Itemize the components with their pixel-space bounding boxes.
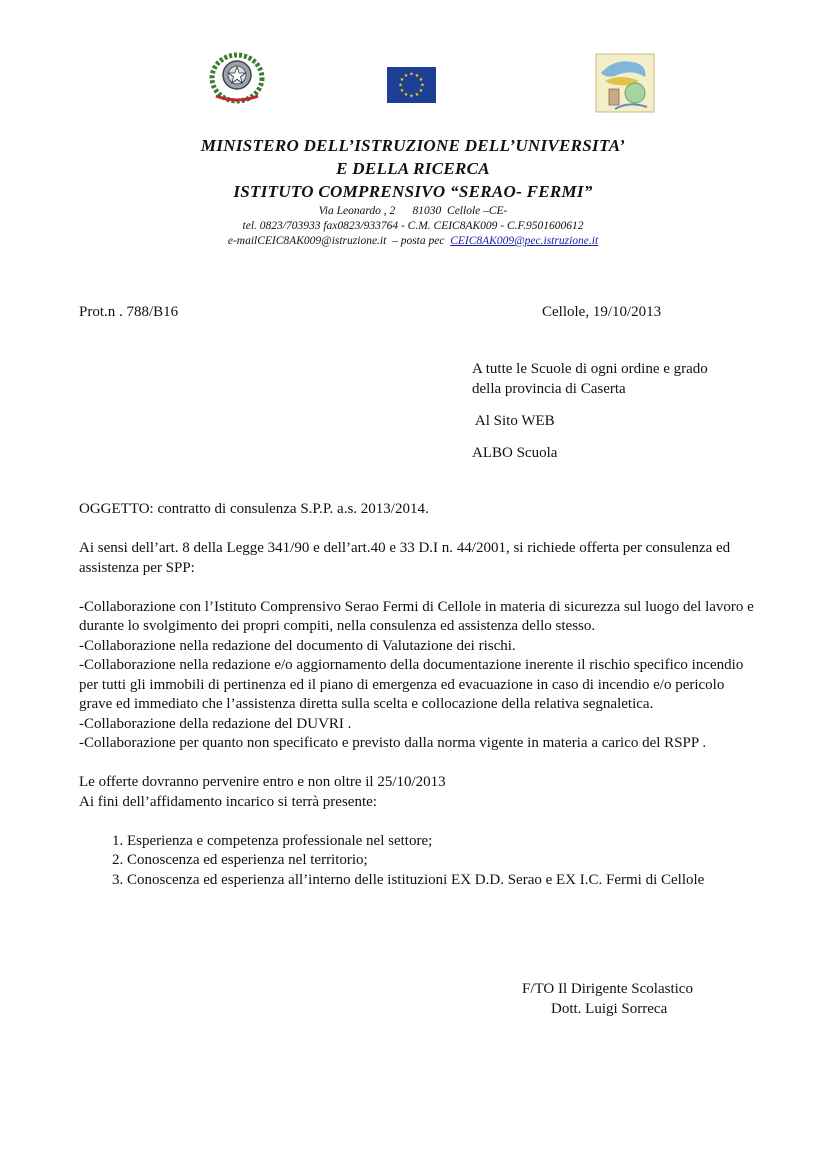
recipient-line-2: della provincia di Caserta — [472, 381, 626, 397]
duties-list — [79, 598, 759, 754]
signature-name: Dott. Luigi Sorreca — [551, 1001, 668, 1017]
duty-item: -Collaborazione con l’Istituto Comprensivo Serao Fermi di Cellole in materia di sicurezza sul luogo del lavoro e durante lo svolgimento dei propri compiti, nella consulenza ed assistenza dello stesso. — [79, 598, 754, 634]
eu-flag-logo — [387, 67, 436, 103]
italy-emblem-logo — [208, 52, 266, 104]
school-logo-icon — [595, 53, 655, 113]
pec-email-link[interactable]: CEIC8AK009@pec.istruzione.it — [450, 235, 599, 247]
eu-star-icon: ★ — [409, 71, 414, 78]
intro-paragraph: Ai sensi dell’art. 8 della Legge 341/90 e dell’art.40 e 33 D.I n. 44/2001, si richiede offerta per consulenza ed assistenza per SPP: — [79, 540, 731, 576]
recipient-line-1: A tutte le Scuole di ogni ordine e grado — [472, 361, 708, 377]
signature-title: F/TO Il Dirigente Scolastico — [522, 981, 693, 997]
eu-star-icon: ★ — [414, 73, 420, 80]
eu-star-icon: ★ — [418, 88, 424, 95]
duty-item: -Collaborazione nella redazione e/o aggiornamento della documentazione inerente il rischio specifico incendio per tutti gli immobili di pertinenza ed il piano di emergenza ed evacuazione in caso di incendio e/o pericolo grave ed immediato che l’assistenza diretta sulla scelta e collocazione della relativa segnaletica. — [79, 657, 744, 712]
letter-body — [79, 500, 759, 890]
school-logo — [595, 53, 655, 113]
eu-star-icon: ★ — [418, 77, 424, 84]
eu-star-icon: ★ — [403, 92, 409, 99]
eu-star-icon: ★ — [409, 93, 414, 100]
deadline-line: Le offerte dovranno pervenire entro e non oltre il 25/10/2013 — [79, 774, 446, 790]
header-ministry-cont: E DELLA RICERCA — [336, 159, 490, 178]
subject-line: OGGETTO: contratto di consulenza S.P.P. a.s. 2013/2014. — [79, 501, 429, 517]
header-email: e-mailCEIC8AK009@istruzione.it – posta pec — [227, 235, 451, 247]
recipient-line-3: Al Sito WEB — [472, 413, 555, 429]
protocol-number: Prot.n . 788/B16 — [79, 304, 179, 320]
place-date: Cellole, 19/10/2013 — [542, 304, 662, 320]
eu-flag-icon — [387, 67, 436, 103]
criteria-item: 3. Conoscenza ed esperienza all’interno delle istituzioni EX D.D. Serao e EX I.C. Fermi di Cellole — [127, 871, 759, 891]
header-ministry: MINISTERO DELL’ISTRUZIONE DELL’UNIVERSITA’ — [200, 136, 626, 155]
eu-star-icon: ★ — [399, 88, 405, 95]
duty-item: -Collaborazione nella redazione del documento di Valutazione dei rischi. — [79, 637, 516, 654]
criteria-list — [79, 832, 759, 891]
header-email-line — [0, 235, 826, 247]
eu-star-icon: ★ — [414, 92, 420, 99]
recipient-line-4: ALBO Scuola — [472, 445, 558, 461]
header-address: Via Leonardo , 2 81030 Cellole –CE- — [318, 205, 508, 217]
eu-star-icon: ★ — [399, 77, 405, 84]
header-phone: tel. 0823/703933 fax0823/933764 - C.M. CEIC8AK009 - C.F.9501600612 — [242, 220, 584, 232]
eu-star-icon: ★ — [403, 73, 409, 80]
duty-item: -Collaborazione per quanto non specificato e previsto dalla norma vigente in materia a carico del RSPP . — [79, 735, 707, 751]
duty-item: -Collaborazione della redazione del DUVRI . — [79, 715, 352, 732]
header-school-name: ISTITUTO COMPRENSIVO “SERAO- FERMI” — [233, 182, 593, 201]
criteria-intro: Ai fini dell’affidamento incarico si terrà presente: — [79, 793, 377, 810]
eu-star-icon: ★ — [398, 82, 403, 89]
eu-star-icon: ★ — [420, 82, 425, 89]
criteria-item: 2. Conoscenza ed esperienza nel territorio; — [127, 851, 759, 871]
criteria-item: 1. Esperienza e competenza professionale nel settore; — [127, 832, 759, 852]
italy-emblem-icon — [208, 52, 266, 104]
